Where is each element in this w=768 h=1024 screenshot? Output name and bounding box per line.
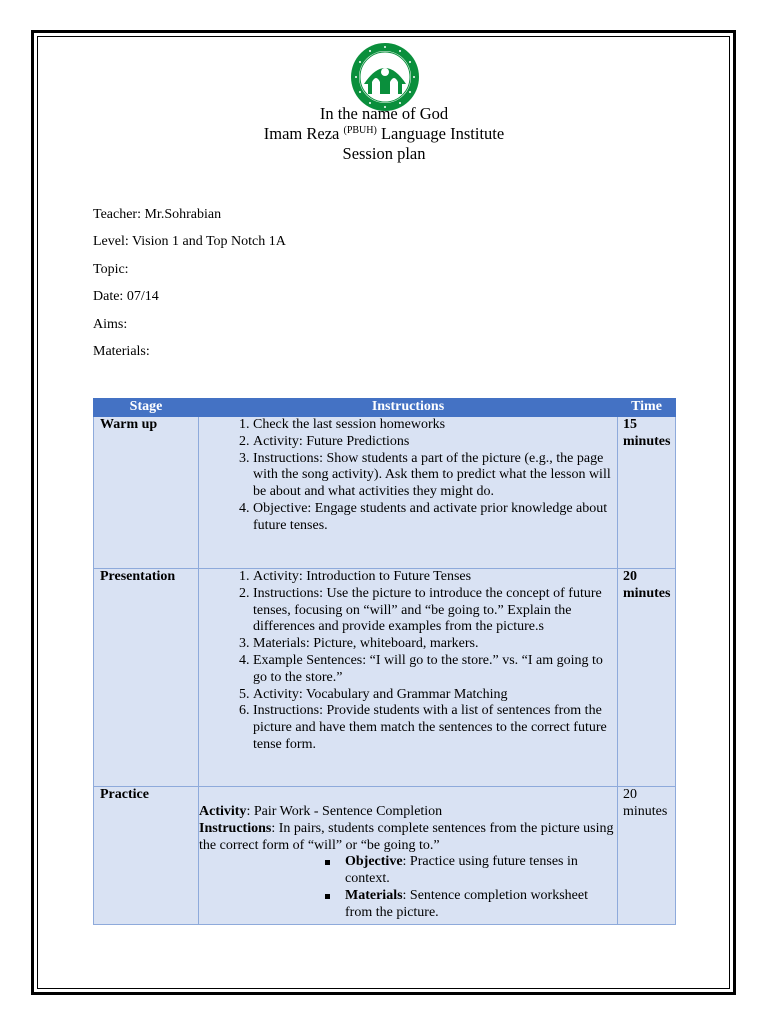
list-item: Materials: Sentence completion worksheet from the picture.: [345, 888, 617, 922]
instructions-cell: [199, 417, 618, 569]
table-row-warm-up: [94, 417, 676, 569]
list-item: 3. Materials: Picture, whiteboard, markers.: [253, 636, 617, 653]
header-line-3: Session plan: [342, 144, 426, 163]
stage-cell: Presentation: [94, 569, 199, 787]
header-line-2: Imam Reza $^{(PBUH)}$ Language Institute: [263, 124, 505, 143]
header-line-1: In the name of God: [319, 104, 449, 123]
time-cell: 20 minutes: [618, 569, 676, 787]
list-item: 3. Instructions: Show students a part of the picture (e.g., the page with the song activity). Ask them to predict what the lesson will be about and what activities they might do.: [253, 451, 617, 501]
activity-line: Activity: Pair Work - Sentence Completion: [199, 804, 443, 819]
level-field: Level: Vision 1 and Top Notch 1A: [93, 234, 286, 249]
list-item: Objective: Practice using future tenses in context.: [345, 854, 617, 888]
time-column-header: Time: [618, 399, 676, 417]
list-item: 2. Activity: Future Predictions: [253, 434, 617, 451]
topic-field: Topic:: [93, 262, 129, 277]
table-header-row: [94, 399, 676, 417]
aims-field: Aims:: [93, 317, 128, 332]
institute-logo: [350, 42, 420, 112]
list-item: 1. Activity: Introduction to Future Tenses: [253, 569, 617, 586]
date-field: Date: 07/14: [93, 289, 159, 304]
list-item: 2. Instructions: Use the picture to introduce the concept of future tenses, focusing on “will” and “be going to.” Explain the differences and provide examples from the picture.s: [253, 586, 617, 636]
table-row-practice: [94, 787, 676, 925]
instructions-cell: [199, 787, 618, 925]
materials-field: Materials:: [93, 344, 150, 359]
stage-cell: Warm up: [94, 417, 199, 569]
time-cell: 20 minutes: [618, 787, 676, 925]
time-cell: 15 minutes: [618, 417, 676, 569]
list-item: 5. Activity: Vocabulary and Grammar Matching: [253, 687, 617, 704]
teacher-field: Teacher: Mr.Sohrabian: [93, 207, 222, 222]
instructions-cell: [199, 569, 618, 787]
stage-column-header: Stage: [94, 399, 199, 417]
list-item: 4. Example Sentences: “I will go to the store.” vs. “I am going to go to the store.”: [253, 653, 617, 687]
session-plan-table: [93, 398, 676, 925]
list-item: 1. Check the last session homeworks: [253, 417, 617, 434]
list-item: 6. Instructions: Provide students with a list of sentences from the picture and have them match the sentences to the correct future tense form.: [253, 703, 617, 753]
instructions-column-header: Instructions: [199, 399, 618, 417]
stage-cell: Practice: [94, 787, 199, 925]
instructions-line: Instructions: In pairs, students complete sentences from the picture using the correct form of “will” or “be going to.”: [199, 820, 614, 853]
table-row-presentation: [94, 569, 676, 787]
list-item: 4. Objective: Engage students and activate prior knowledge about future tenses.: [253, 501, 617, 535]
